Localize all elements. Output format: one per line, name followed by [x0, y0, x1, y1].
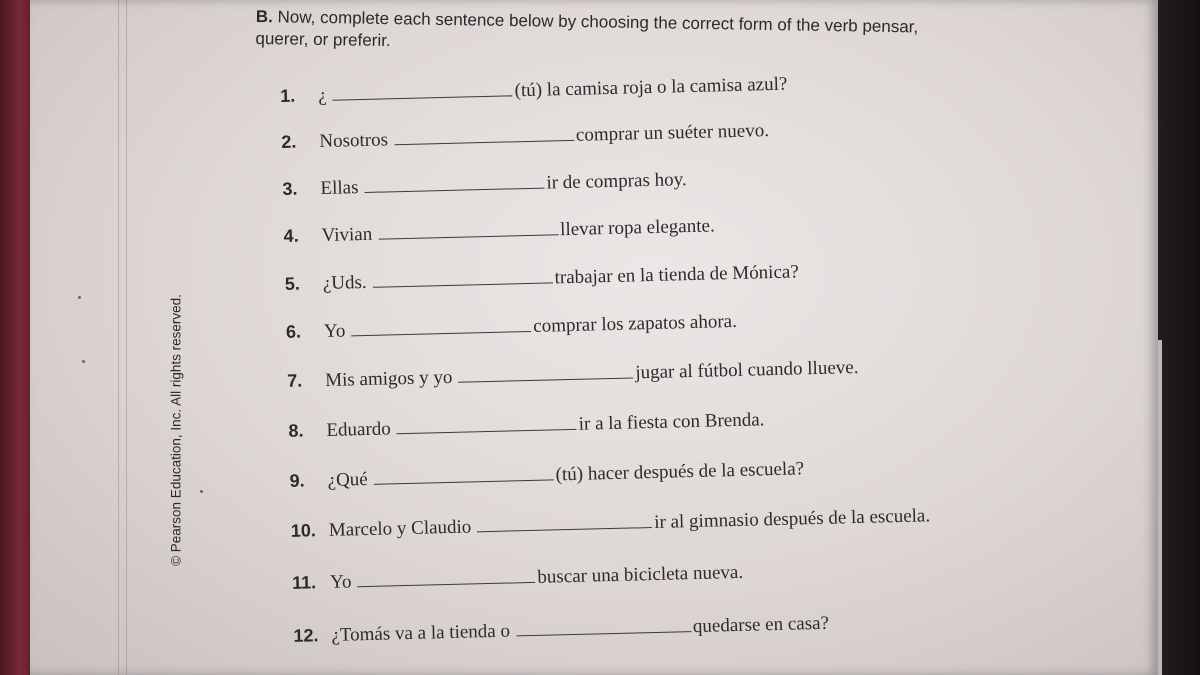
item-continuation: ir al gimnasio después de la escuela.	[653, 505, 931, 533]
answer-blank[interactable]	[332, 81, 512, 100]
item-continuation: (tú) hacer después de la escuela?	[555, 458, 805, 486]
verb-preferir: preferir.	[332, 30, 391, 51]
item-number: 9.	[289, 470, 305, 491]
item-number: 5.	[284, 273, 301, 294]
verb-querer: querer,	[255, 28, 309, 49]
item-continuation: (tú) la camisa roja o la camisa azul?	[514, 73, 788, 102]
item-number: 8.	[288, 420, 304, 441]
item-prompt: Mis amigos y yo	[324, 366, 453, 391]
instructions-text: Now, complete each sentence below by choosing the correct form of the verb	[277, 7, 858, 36]
item-number: 12.	[293, 625, 319, 646]
item-prompt: Yo	[323, 320, 346, 342]
item-prompt: Marcelo y Claudio	[328, 516, 472, 541]
item-continuation: llevar ropa elegante.	[559, 215, 715, 241]
item-number: 1.	[280, 85, 296, 106]
paper-speck	[82, 360, 85, 363]
answer-blank[interactable]	[364, 174, 544, 193]
answer-blank[interactable]	[458, 363, 633, 382]
answer-blank[interactable]	[378, 220, 558, 239]
item-prompt: ¿	[317, 84, 327, 107]
item-number: 11.	[291, 572, 317, 593]
instructions-or: or	[313, 29, 329, 50]
item-continuation: trabajar en la tienda de Mónica?	[554, 261, 800, 289]
section-letter: B.	[255, 6, 273, 27]
item-continuation: jugar al fútbol cuando llueve.	[635, 356, 859, 384]
answer-blank[interactable]	[394, 126, 574, 145]
item-continuation: ir de compras hoy.	[546, 169, 687, 194]
item-prompt: Vivian	[321, 223, 373, 247]
item-prompt: Yo	[329, 571, 352, 593]
copyright-notice: © Pearson Education, Inc. All rights reserved.	[168, 294, 184, 566]
item-prompt: ¿Uds.	[322, 271, 367, 295]
margin-fold-line	[118, 0, 119, 675]
answer-blank[interactable]	[477, 513, 652, 532]
item-prompt: Ellas	[320, 177, 359, 200]
verb-pensar: pensar,	[862, 16, 919, 37]
item-number: 2.	[281, 131, 297, 152]
item-continuation: comprar un suéter nuevo.	[575, 120, 770, 146]
answer-blank[interactable]	[357, 568, 535, 587]
answer-blank[interactable]	[397, 415, 577, 434]
item-continuation: quedarse en casa?	[692, 612, 830, 638]
item-prompt: Eduardo	[326, 418, 392, 441]
item-number: 7.	[286, 370, 303, 391]
answer-blank[interactable]	[372, 268, 552, 287]
item-continuation: ir a la fiesta con Brenda.	[578, 409, 765, 435]
item-number: 4.	[283, 225, 299, 246]
answer-blank[interactable]	[351, 317, 531, 336]
answer-blank[interactable]	[516, 617, 691, 636]
item-number: 3.	[282, 178, 298, 199]
item-prompt: Nosotros	[319, 129, 389, 153]
item-number: 6.	[285, 321, 302, 342]
item-prompt: ¿Qué	[327, 468, 368, 491]
answer-blank[interactable]	[373, 465, 553, 484]
binder-edge	[0, 0, 34, 675]
item-continuation: buscar una bicicleta nueva.	[537, 561, 744, 588]
item-continuation: comprar los zapatos ahora.	[533, 310, 738, 337]
item-prompt: ¿Tomás va a la tienda o	[331, 620, 511, 646]
margin-fold-line	[126, 0, 127, 675]
paper-speck	[200, 490, 203, 493]
item-number: 10.	[290, 520, 317, 541]
paper-speck	[78, 296, 81, 299]
